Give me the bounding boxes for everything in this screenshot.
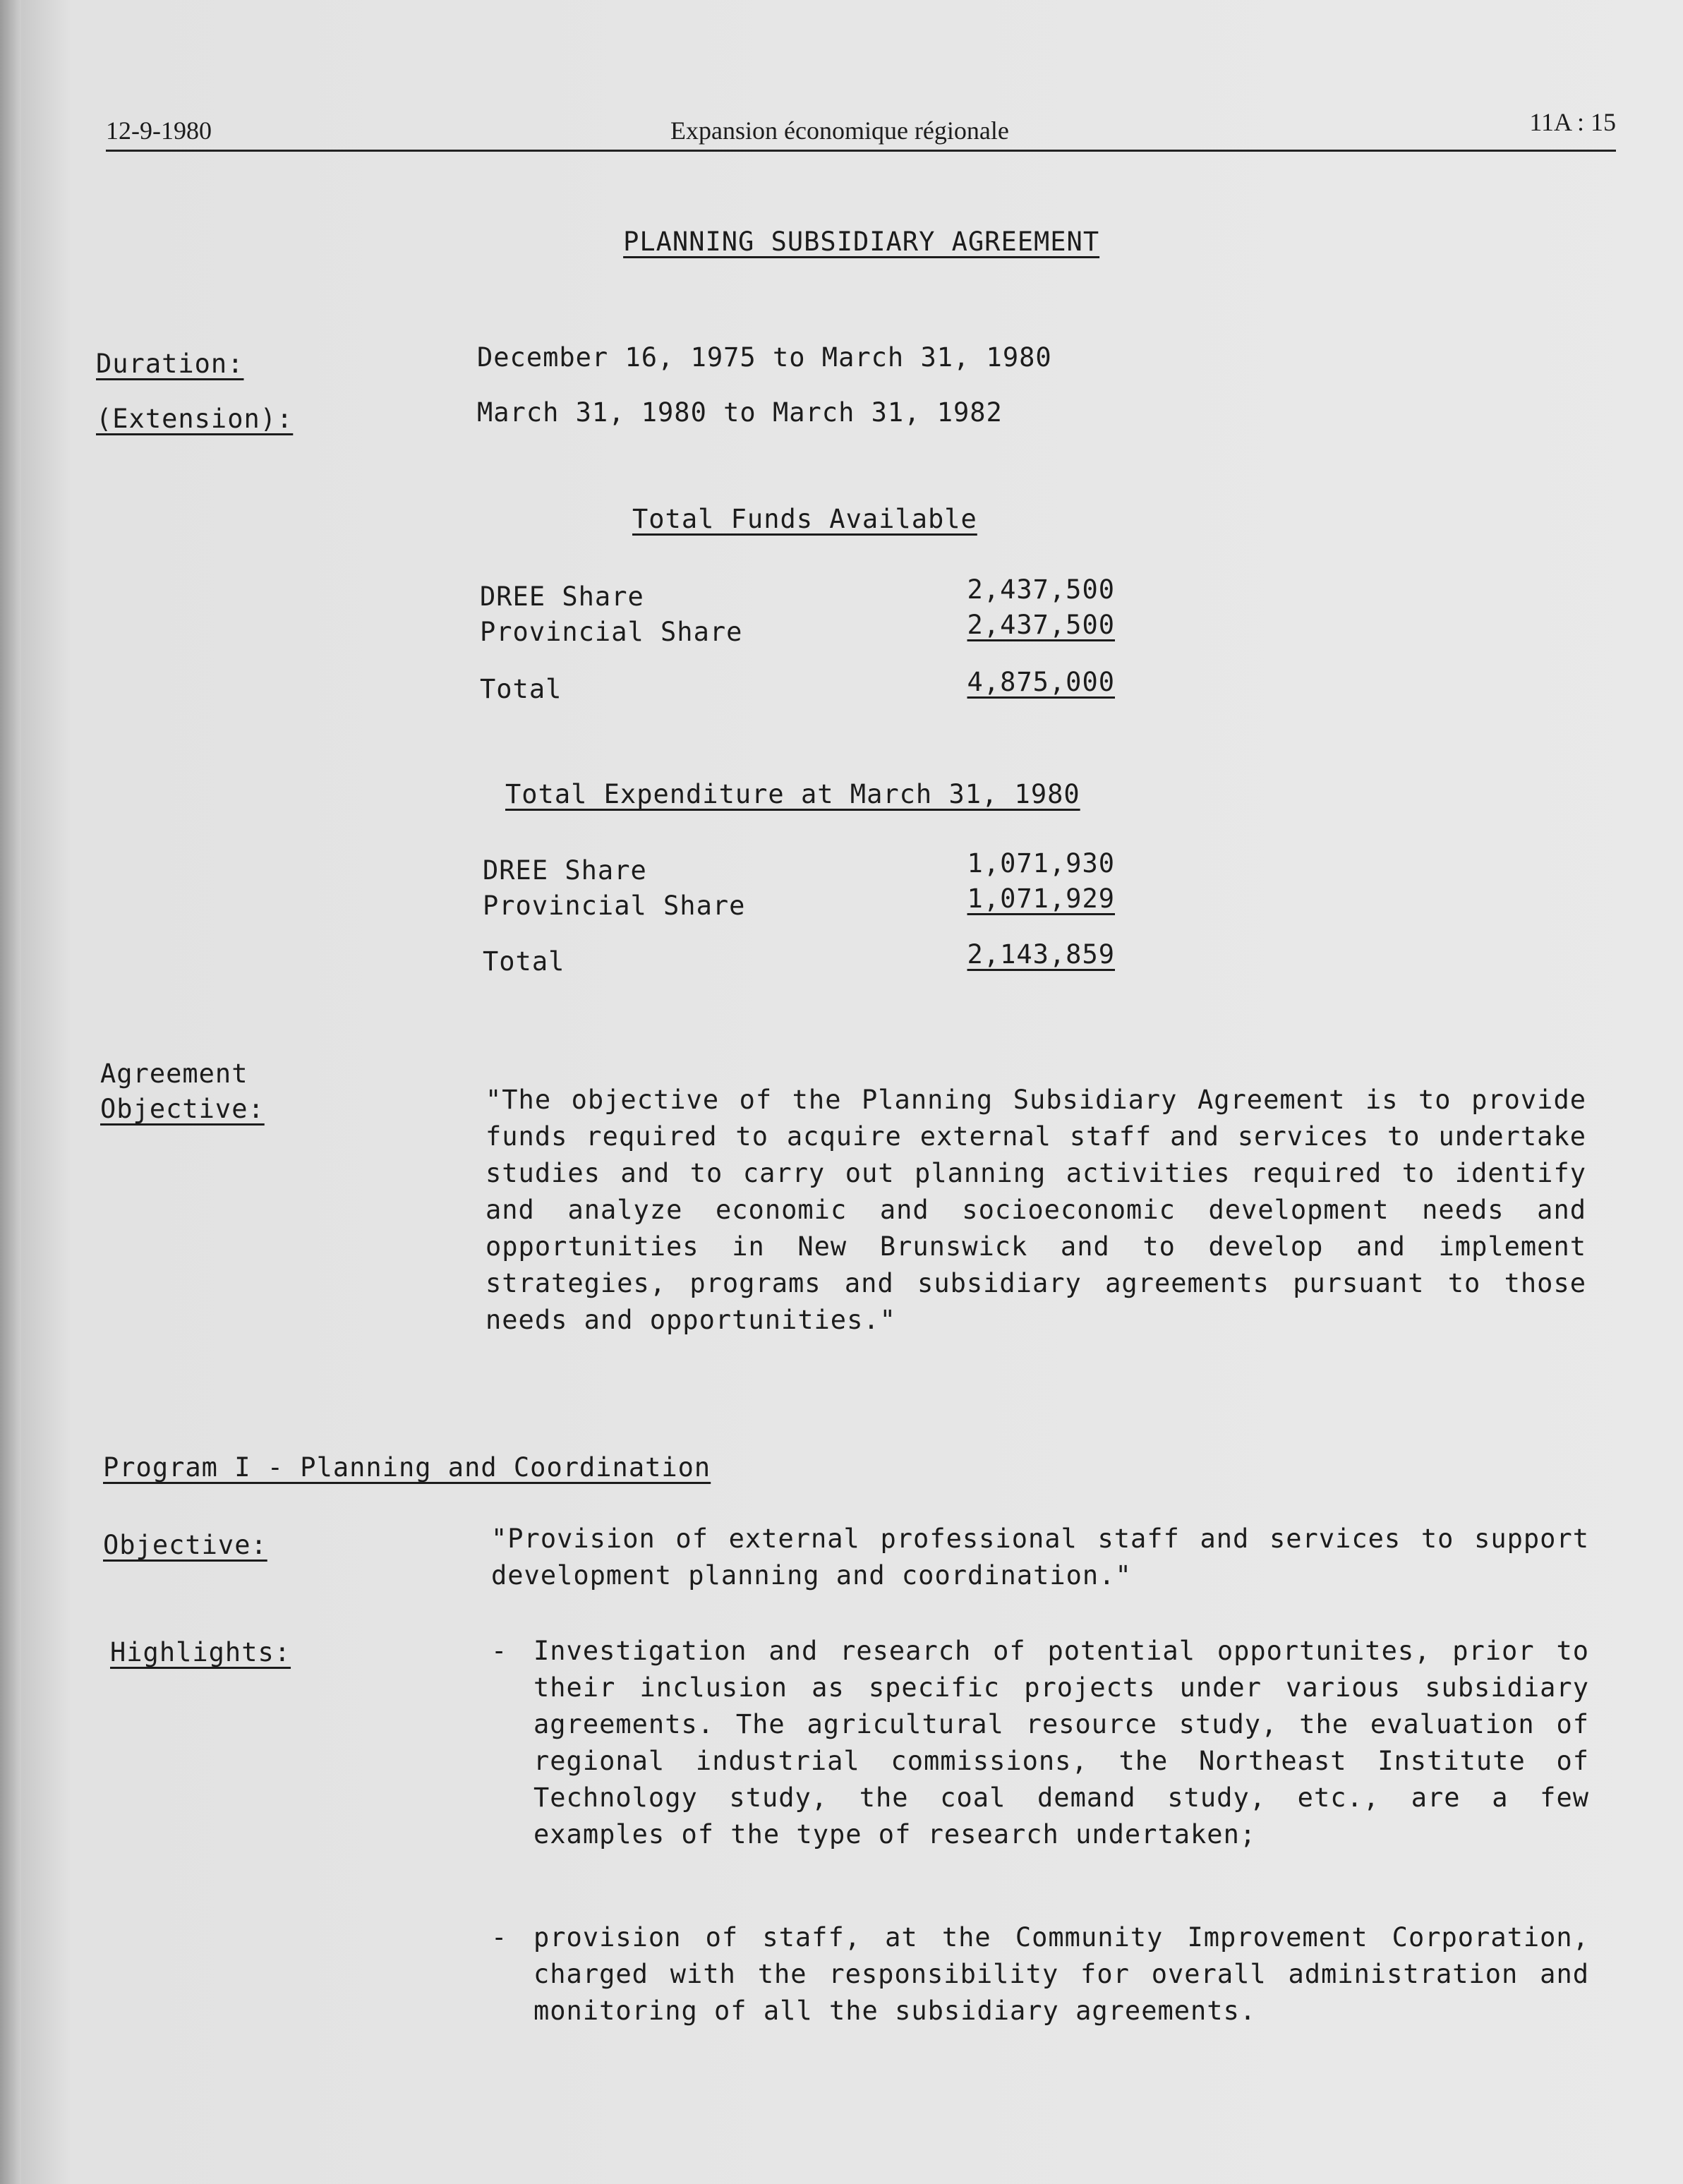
exp-dree-amount: 1,071,930 [967,848,1115,879]
funds-dree-label: DREE Share [480,581,644,612]
bullet-dash: - [491,1636,508,1666]
highlight-item [491,1919,1589,2029]
exp-provincial-label: Provincial Share [483,891,746,921]
expenditure-heading: Total Expenditure at March 31, 1980 [505,779,1080,809]
funds-provincial-value [762,610,1115,640]
bullet-dash: - [491,1922,508,1953]
extension-value: March 31, 1980 to March 31, 1982 [477,397,1003,428]
document-page [21,0,1683,2184]
agreement-objective-label-line2: Objective: [100,1094,265,1124]
highlight-text: Investigation and research of potential opportunites, prior to their inclusion as specific projects under various subsidiary agreements. The agricultural resource study, the evaluation of regional industrial commissions, the Northeast Institute of Technology study, the coal demand study, etc., are a few examples of the type of research undertaken; [533,1636,1589,1850]
funds-total-value [762,667,1115,697]
header-title: Expansion économique régionale [670,116,1009,145]
duration-value: December 16, 1975 to March 31, 1980 [477,342,1052,373]
exp-provincial-value [762,883,1115,914]
header-date: 12-9-1980 [106,116,212,145]
funds-total-amount: 4,875,000 [967,667,1115,697]
program-objective-text: "Provision of external professional staff and services to support development planning and coordination." [491,1524,1589,1591]
exp-total-value [762,939,1115,970]
agreement-objective-label-line1: Agreement [100,1058,248,1089]
highlights-label: Highlights: [110,1637,291,1667]
duration-label: Duration: [96,349,244,379]
funds-dree-value [762,574,1115,605]
exp-provincial-amount: 1,071,929 [967,883,1115,914]
agreement-title-text: PLANNING SUBSIDIARY AGREEMENT [623,227,1100,257]
funds-heading: Total Funds Available [632,504,977,534]
exp-total-amount: 2,143,859 [967,939,1115,970]
extension-label: (Extension): [96,404,294,434]
funds-total-label: Total [480,674,562,704]
exp-total-label: Total [483,946,565,977]
exp-dree-value [762,848,1115,879]
funds-provincial-label: Provincial Share [480,617,743,647]
highlight-text: provision of staff, at the Community Improvement Corporation, charged with the responsibility for overall administration and monitoring of all the subsidiary agreements. [533,1922,1589,2026]
program-objective-label: Objective: [103,1530,267,1560]
agreement-objective-text: "The objective of the Planning Subsidiary Agreement is to provide funds required to acquire external staff and services to undertake studies and to carry out planning activities required to identify and analyze economic and socioeconomic development needs and opportunities in New Brunswick and to develop and implement strategies, programs and subsidiary agreements pursuant to those needs and opportunities." [485,1085,1586,1335]
agreement-title [557,196,1099,287]
running-header [106,106,1616,152]
highlight-item [491,1633,1589,1853]
exp-dree-label: DREE Share [483,855,647,886]
program-heading: Program I - Planning and Coordination [103,1452,711,1483]
funds-dree-amount: 2,437,500 [967,574,1115,605]
funds-provincial-amount: 2,437,500 [967,610,1115,640]
page-binding-edge [0,0,21,2184]
header-page-number: 11A : 15 [1529,108,1616,136]
